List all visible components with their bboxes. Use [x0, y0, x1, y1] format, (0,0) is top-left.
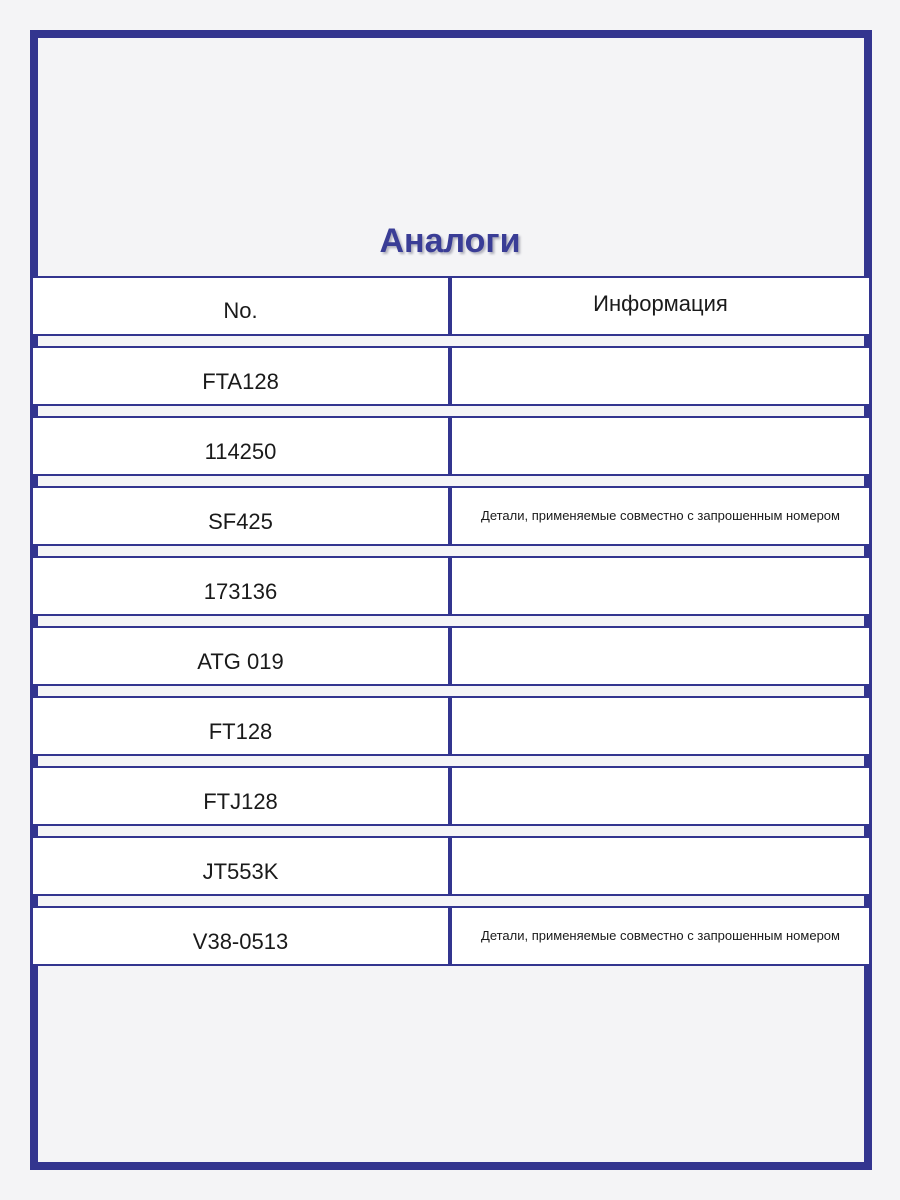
- table-row: [31, 696, 871, 756]
- header-info-label: Информация: [593, 291, 728, 316]
- table-row: [31, 766, 871, 826]
- part-number: V38-0513: [192, 929, 289, 954]
- part-number-cell: [31, 696, 450, 756]
- header-no-label: No.: [223, 298, 258, 323]
- part-number-cell: [31, 556, 450, 616]
- info-cell: [450, 766, 871, 826]
- part-number: FTA128: [202, 369, 279, 394]
- info-cell: [450, 626, 871, 686]
- table-row: [31, 836, 871, 896]
- info-cell: [450, 836, 871, 896]
- page-title: Аналоги: [379, 222, 521, 260]
- table-row: [31, 906, 871, 966]
- part-number-cell: [31, 906, 450, 966]
- info-cell: [450, 906, 871, 966]
- header-cell-no: [31, 276, 450, 336]
- part-number-cell: [31, 346, 450, 406]
- table-row: [31, 486, 871, 546]
- info-cell: [450, 696, 871, 756]
- table-row: [31, 416, 871, 476]
- info-cell: [450, 556, 871, 616]
- info-text: Детали, применяемые совместно с запрошенным номером: [481, 507, 840, 523]
- info-text: Детали, применяемые совместно с запрошенным номером: [481, 927, 840, 943]
- part-number-cell: [31, 626, 450, 686]
- part-number-cell: [31, 486, 450, 546]
- info-cell: [450, 416, 871, 476]
- part-number: ATG 019: [197, 649, 284, 674]
- info-cell: [450, 346, 871, 406]
- part-number: JT553K: [202, 859, 279, 884]
- part-number-cell: [31, 836, 450, 896]
- table-row: [31, 556, 871, 616]
- part-number-cell: [31, 416, 450, 476]
- part-number: SF425: [208, 509, 273, 534]
- table-header-row: [31, 276, 871, 336]
- header-cell-info: [450, 276, 871, 336]
- part-number-cell: [31, 766, 450, 826]
- table-row: [31, 346, 871, 406]
- part-number: 114250: [204, 439, 277, 464]
- part-number: 173136: [203, 579, 278, 604]
- info-cell: [450, 486, 871, 546]
- table-row: [31, 626, 871, 686]
- part-number: FTJ128: [203, 789, 278, 814]
- part-number: FT128: [208, 719, 273, 744]
